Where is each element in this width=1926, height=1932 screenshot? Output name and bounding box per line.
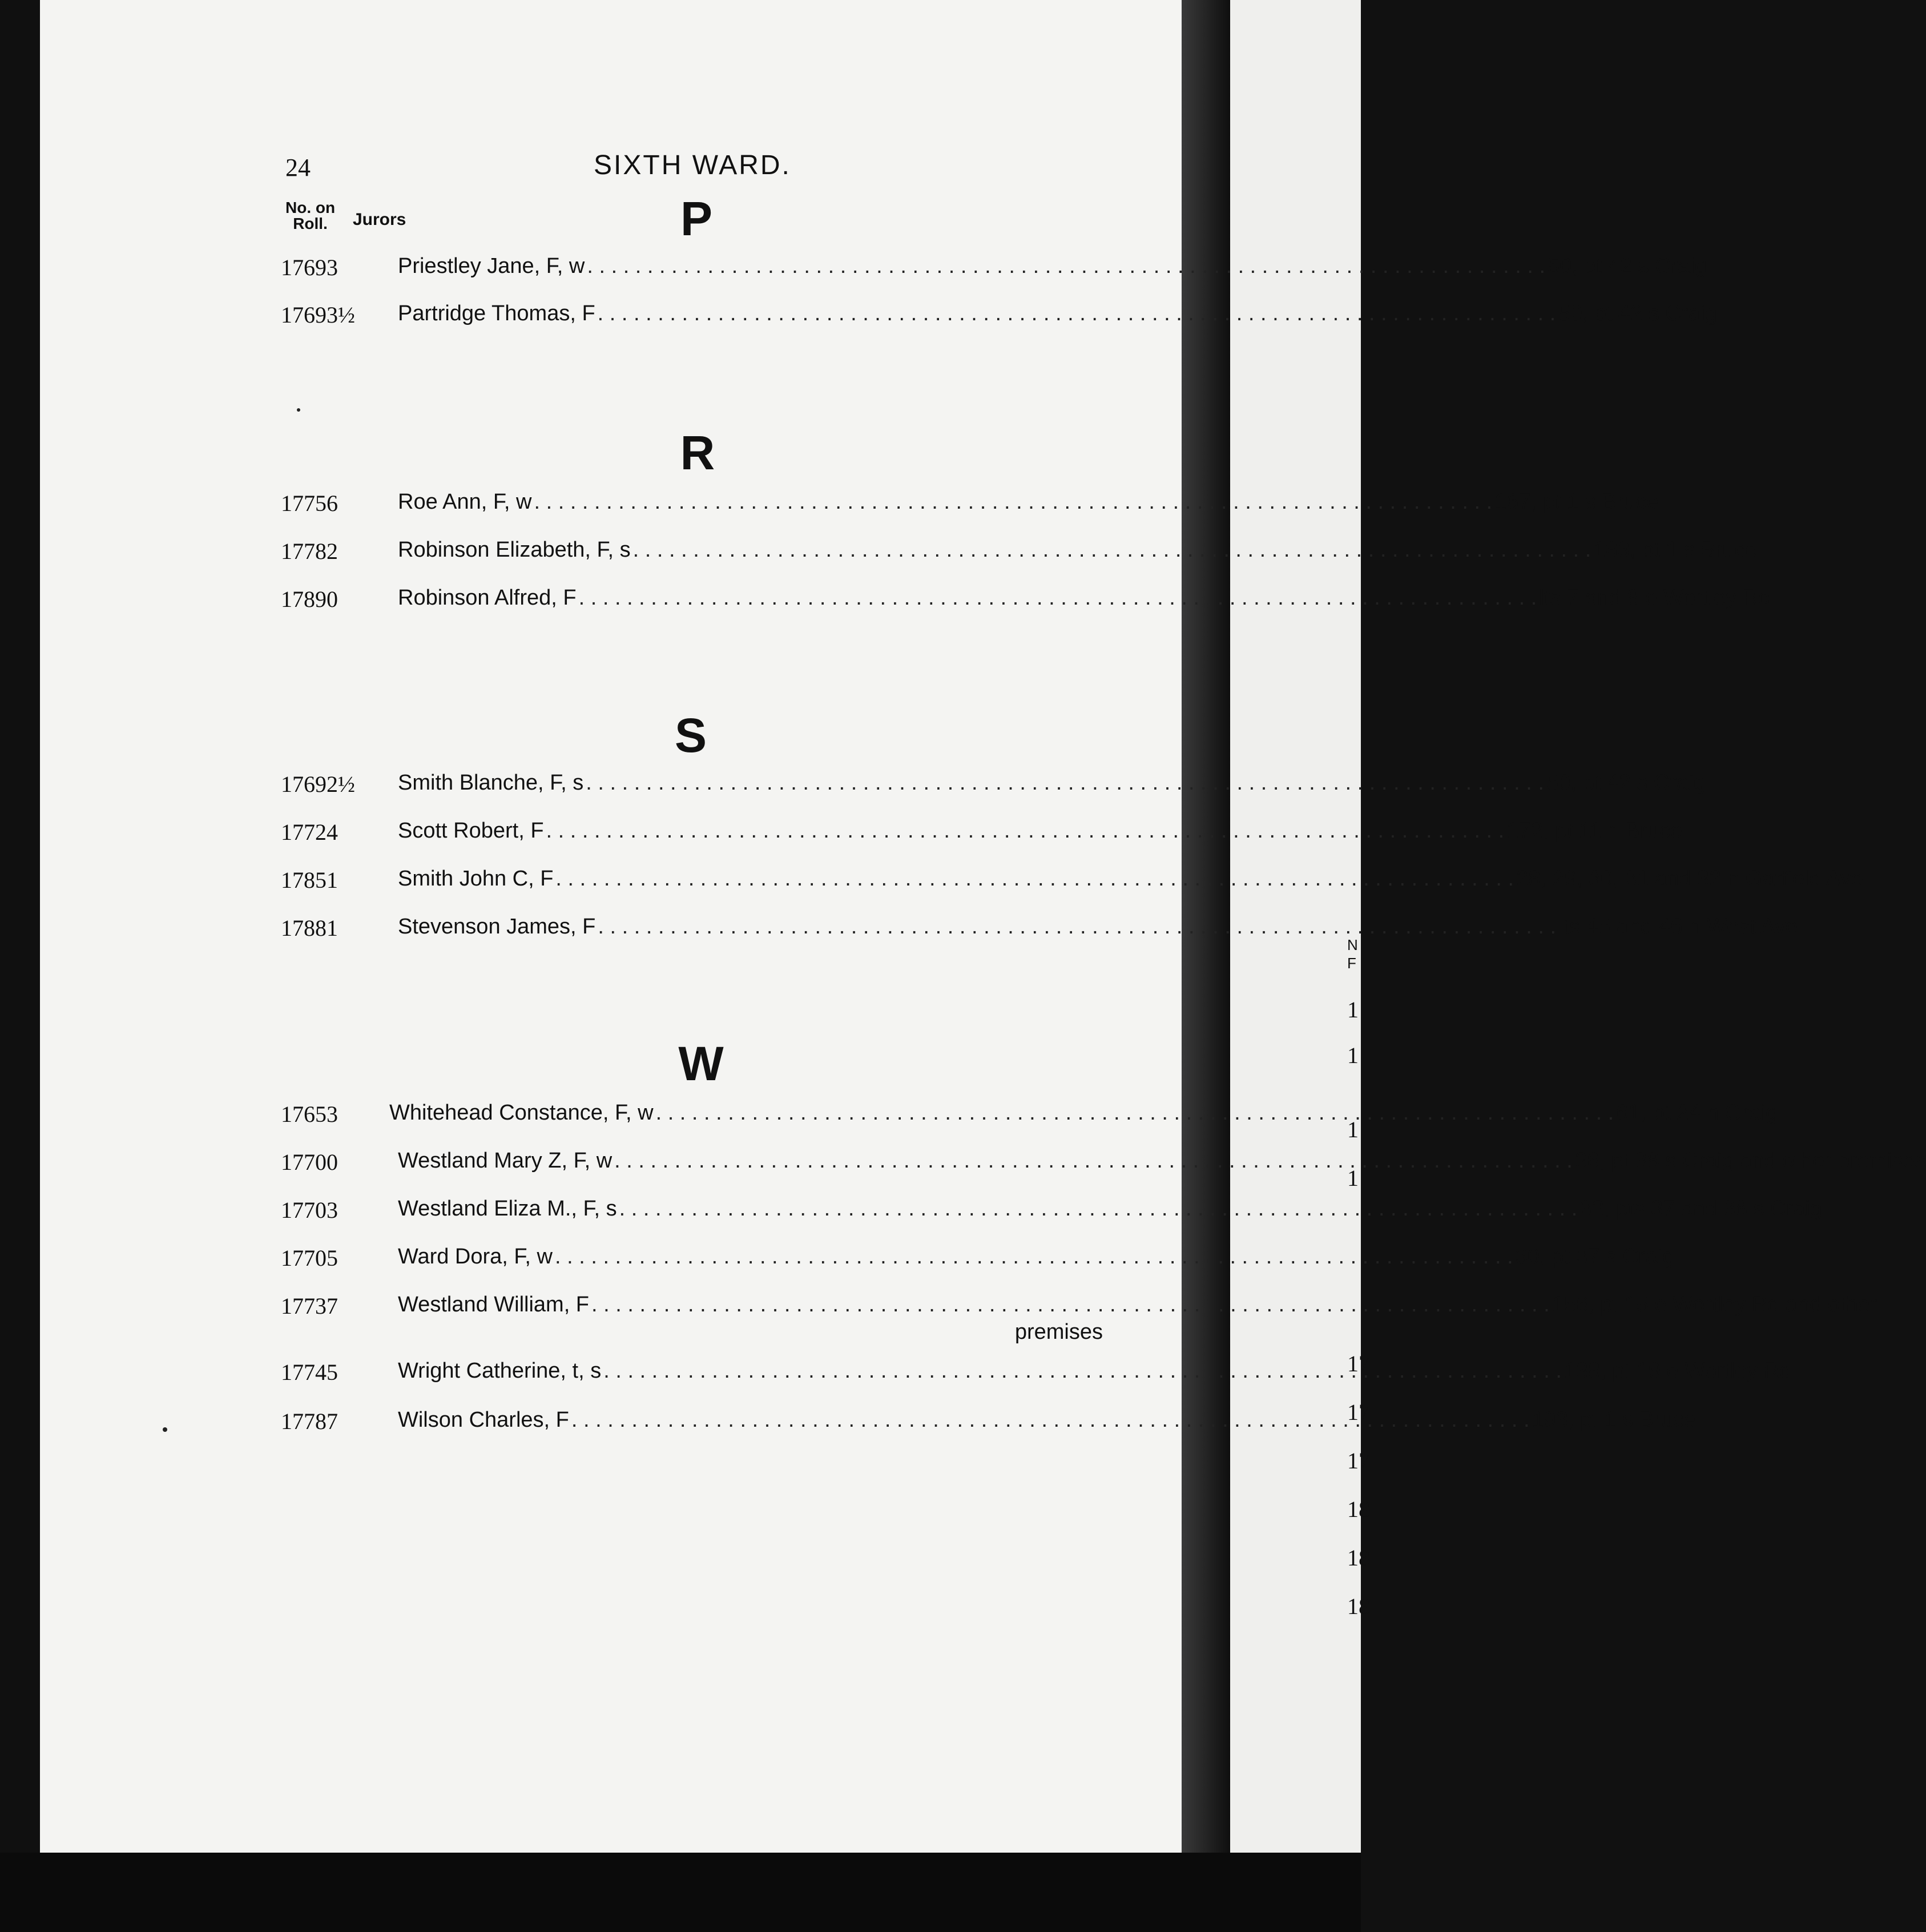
property-continuation: premises <box>1014 1320 1103 1344</box>
roll-entry <box>281 1359 1792 1393</box>
leader-dots <box>654 1101 1617 1125</box>
property-description: 36, pt 38 s Craig and other premises <box>1574 1149 1926 1173</box>
scan-left-border <box>0 0 40 1932</box>
roll-number: 17782 <box>281 538 338 564</box>
roll-entry <box>281 301 1718 336</box>
roll-entry <box>281 915 1798 949</box>
roll-entry <box>281 254 1707 288</box>
section-letter-w: W <box>678 1037 724 1090</box>
roll-entry <box>281 819 1682 853</box>
roll-entry <box>281 586 1771 620</box>
leader-dots <box>544 819 1507 843</box>
roll-entry <box>281 867 1863 901</box>
roll-number: 17705 <box>281 1245 338 1271</box>
roll-number: 17745 <box>281 1359 338 1385</box>
juror-name: Westland William, F <box>398 1293 590 1317</box>
property-description: 28, 29, 30, 31 and 32 n Garfield Ave <box>1516 867 1863 891</box>
juror-name: Smith Blanche, F, s <box>398 771 584 795</box>
roll-entry <box>281 1149 1926 1183</box>
leader-dots <box>631 538 1594 562</box>
adjacent-fragment: 1 <box>1347 1043 1359 1068</box>
adjacent-page-edge <box>1230 0 1370 1932</box>
adjacent-fragment: 17 <box>1347 1448 1370 1474</box>
property-description: 30, pt 37 s Craig <box>1515 1245 1675 1269</box>
leader-dots <box>595 301 1558 326</box>
juror-name: Priestley Jane, F, w <box>398 254 585 278</box>
roll-number: 17692½ <box>281 771 355 797</box>
juror-name: Westland Eliza M., F, s <box>398 1197 617 1221</box>
property-description: 61, pt 24 n Graig <box>1616 1101 1778 1125</box>
roll-number: 17851 <box>281 867 338 893</box>
juror-name: Smith John C, F <box>398 867 554 891</box>
juror-name: Roe Ann, F, w <box>398 490 532 514</box>
juror-name: Robinson Alfred, F <box>398 586 577 610</box>
leader-dots <box>617 1197 1580 1221</box>
juror-name: Stevenson James, F <box>398 915 596 939</box>
adjacent-fragment: 1 <box>1347 1165 1359 1191</box>
scan-speck <box>297 408 300 412</box>
section-letter-p: P <box>680 192 713 245</box>
property-description: 50, pt 42 s Craig <box>1548 254 1707 278</box>
roll-number: 17787 <box>281 1408 338 1434</box>
juror-name: Robinson Elizabeth, F, s <box>398 538 631 562</box>
adjacent-fragment: 17 <box>1347 1399 1370 1425</box>
property-description: 50, pt 42 s Craig <box>1558 301 1718 325</box>
leader-dots <box>583 771 1546 795</box>
leader-dots <box>531 490 1494 514</box>
roll-number: 17693½ <box>281 302 355 328</box>
roll-entry <box>281 1101 1778 1135</box>
jurors-column-header: Jurors <box>353 210 406 229</box>
roll-entry <box>281 1293 1877 1350</box>
leader-dots <box>595 915 1558 939</box>
roll-entry <box>281 1197 1822 1231</box>
property-description: 50, pt 42 s Craig <box>1546 771 1706 795</box>
property-description: 32, pts 37 and 38 s Craig <box>1580 1197 1822 1221</box>
property-description: lts 45 and 46 n West Ave <box>1558 915 1798 939</box>
page-number: 24 <box>285 154 311 182</box>
property-description: 156, pt 15 e Wortley Rd and other <box>1552 1293 1877 1317</box>
juror-name: Whitehead Constance, F, w <box>389 1101 654 1125</box>
property-description: 167, pt 1 s Bruce <box>1494 490 1659 514</box>
section-letter-r: R <box>680 426 715 480</box>
adjacent-fragment: 1 <box>1347 1117 1359 1142</box>
juror-name: Wilson Charles, F <box>398 1408 569 1432</box>
roll-entry <box>281 1408 1696 1442</box>
adjacent-fragment: F <box>1347 955 1356 972</box>
roll-number: 17724 <box>281 819 338 845</box>
juror-name: Wright Catherine, t, s <box>398 1359 602 1383</box>
adjacent-fragment: 17 <box>1347 1351 1370 1376</box>
adjacent-fragment: 18 <box>1347 1545 1370 1571</box>
roll-entry <box>281 771 1706 805</box>
roll-number: 17700 <box>281 1149 338 1175</box>
roll-number: 17703 <box>281 1197 338 1223</box>
scan-speck <box>163 1427 167 1432</box>
roll-number: 17756 <box>281 490 338 516</box>
adjacent-fragment: 1 <box>1347 997 1359 1023</box>
adjacent-fragment: N <box>1347 936 1358 953</box>
leader-dots <box>612 1149 1575 1173</box>
property-description: lts 7 and 8 e Wortley Rd <box>1539 586 1771 610</box>
leader-dots <box>569 1408 1532 1432</box>
roll-number: 17890 <box>281 586 338 612</box>
juror-name: Partridge Thomas, F <box>398 301 595 325</box>
page-title: SIXTH WARD. <box>594 150 791 180</box>
adjacent-fragment: 18 <box>1347 1593 1370 1619</box>
juror-name: Ward Dora, F, w <box>398 1245 553 1269</box>
leader-dots <box>577 586 1540 610</box>
leader-dots <box>601 1359 1564 1383</box>
roll-number: 17653 <box>281 1101 338 1127</box>
leader-dots <box>585 254 1548 279</box>
leader-dots <box>553 867 1516 891</box>
section-letter-s: S <box>674 709 707 762</box>
property-description: 138, pt 19 e Wortley Rd <box>1564 1359 1792 1383</box>
property-description: 172, pt 11 n Bruce <box>1506 819 1682 843</box>
property-description: 193, pt 1 s Bruce <box>1532 1408 1696 1432</box>
juror-name: Westland Mary Z, F, w <box>398 1149 613 1173</box>
roll-entry <box>281 1245 1675 1279</box>
roll-number: 17881 <box>281 915 338 941</box>
property-description: 183, pt 1 s Bruce <box>1593 538 1758 562</box>
roll-number: 17737 <box>281 1293 338 1319</box>
roll-number: 17693 <box>281 255 338 280</box>
adjacent-fragment: 18 <box>1347 1496 1370 1522</box>
leader-dots <box>589 1293 1552 1317</box>
roll-entry <box>281 538 1758 572</box>
leader-dots <box>553 1245 1516 1269</box>
roll-entry <box>281 490 1659 524</box>
juror-name: Scott Robert, F <box>398 819 544 843</box>
scan-bottom-border <box>0 1853 1361 1932</box>
roll-number-column-header: No. on Roll. <box>285 199 336 232</box>
